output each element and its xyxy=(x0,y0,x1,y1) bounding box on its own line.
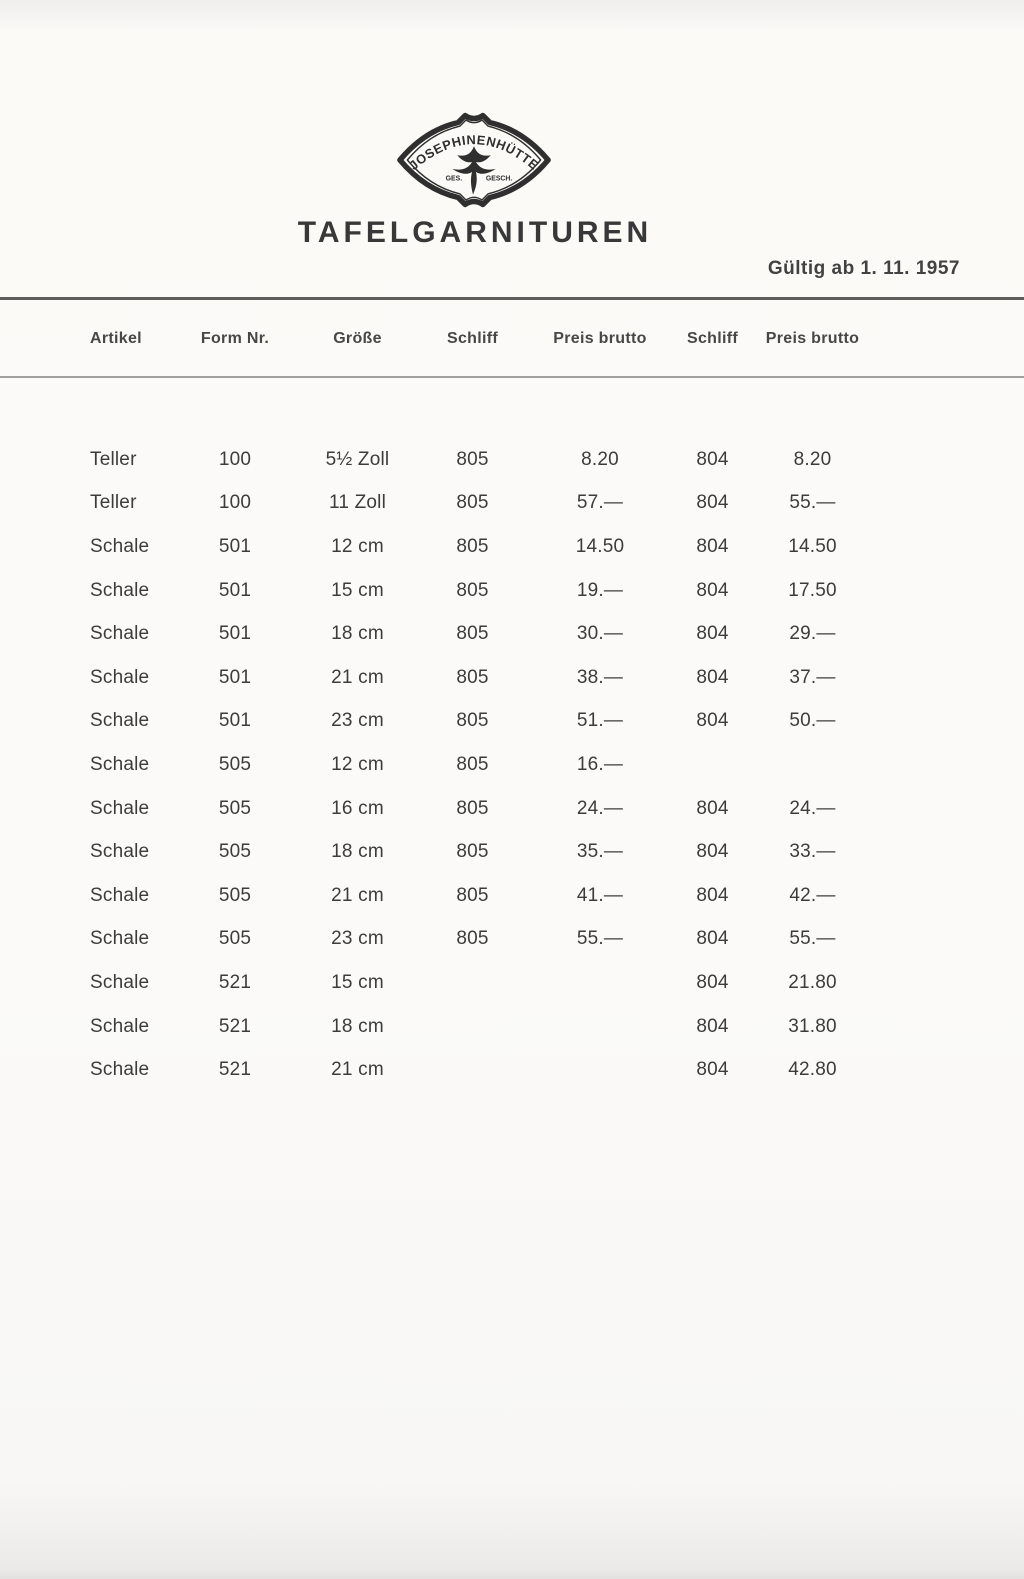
table-cell: 804 xyxy=(696,797,729,819)
table-cell: 15 cm xyxy=(331,971,384,993)
table-cell: 805 xyxy=(456,448,489,470)
table-cell: 16 cm xyxy=(331,797,384,819)
table-cell: 29.— xyxy=(789,623,836,645)
table-cell: 805 xyxy=(456,753,489,775)
table-cell: 30.— xyxy=(576,623,624,645)
table-cell: 805 xyxy=(456,492,489,514)
table-cell: 805 xyxy=(456,710,489,732)
table-cell: 31.80 xyxy=(788,1015,837,1037)
table-cell: 21.80 xyxy=(788,971,837,993)
table-cell: 55.— xyxy=(576,928,624,950)
table-cell: 41.— xyxy=(576,884,624,906)
table-cell: Schale xyxy=(90,535,150,557)
table-cell: 805 xyxy=(456,884,489,906)
table-cell: Schale xyxy=(90,884,150,906)
table-cell: 21 cm xyxy=(331,1059,384,1081)
table-cell: 804 xyxy=(696,1059,729,1081)
table-body xyxy=(90,438,890,1092)
table-cell: 805 xyxy=(456,797,489,819)
table-cell: 14.50 xyxy=(788,535,837,557)
column-header: Preis brutto xyxy=(553,330,647,347)
table-cell: 38.— xyxy=(576,666,624,688)
table-cell: 100 xyxy=(218,448,252,470)
column-header: Schliff xyxy=(447,330,498,347)
table-header-row xyxy=(90,326,890,352)
table-cell: 23 cm xyxy=(331,710,384,732)
table-cell: 21 cm xyxy=(331,884,384,906)
table-cell: 19.— xyxy=(576,579,624,601)
table-row xyxy=(90,656,890,700)
table-cell: 805 xyxy=(456,535,489,557)
table-cell: 8.20 xyxy=(793,448,832,470)
table-cell: 11 Zoll xyxy=(328,492,387,514)
table-cell: 804 xyxy=(696,492,729,514)
table-cell: 804 xyxy=(696,1015,729,1037)
table-cell: 14.50 xyxy=(575,535,625,557)
table-cell: Schale xyxy=(90,579,150,601)
table-cell: Schale xyxy=(90,797,150,819)
table-cell: 804 xyxy=(696,928,729,950)
table-cell: 18 cm xyxy=(331,1015,384,1037)
table-cell: 505 xyxy=(218,884,252,906)
table-cell: 505 xyxy=(218,797,252,819)
column-header: Form Nr. xyxy=(200,330,270,347)
table-cell: 804 xyxy=(696,710,729,732)
table-cell: Schale xyxy=(90,841,150,863)
table-row xyxy=(90,787,890,831)
table-cell: 5½ Zoll xyxy=(325,448,390,470)
logo-brand-text: JOSEPHINENHÜTTE xyxy=(406,132,542,173)
table-row xyxy=(90,1005,890,1049)
table-cell: 805 xyxy=(456,928,489,950)
table-cell: 35.— xyxy=(576,841,624,863)
table-cell: Schale xyxy=(90,1059,150,1081)
table-cell: 42.— xyxy=(789,884,836,906)
table-row xyxy=(90,700,890,744)
logo-gesch-text: GESCH. xyxy=(485,175,513,183)
column-header: Schliff xyxy=(687,330,738,347)
table-cell: 505 xyxy=(218,841,252,863)
table-cell: 505 xyxy=(218,928,252,950)
table-cell: 57.— xyxy=(576,492,624,514)
table-cell: 24.— xyxy=(576,797,624,819)
table-cell: Schale xyxy=(90,623,150,645)
table-cell: 12 cm xyxy=(331,535,384,557)
table-cell: 55.— xyxy=(789,928,836,950)
table-cell: 804 xyxy=(696,884,729,906)
table-row xyxy=(90,482,890,526)
table-cell: Teller xyxy=(90,448,137,470)
flower-emblem-icon xyxy=(452,146,495,194)
table-cell: 804 xyxy=(696,535,729,557)
table-cell: Schale xyxy=(90,971,150,993)
table-cell: 505 xyxy=(218,753,252,775)
table-cell: 501 xyxy=(218,710,252,732)
table-cell: 521 xyxy=(218,1015,252,1037)
table-cell: 12 cm xyxy=(331,753,384,775)
table-cell: 501 xyxy=(218,579,252,601)
logo-ges-text: GES. xyxy=(445,175,463,183)
validity-date: Gültig ab 1. 11. 1957 xyxy=(767,258,960,279)
table-cell: Schale xyxy=(90,928,150,950)
table-row xyxy=(90,961,890,1005)
page-title: TAFELGARNITUREN xyxy=(297,216,653,249)
table-cell: 805 xyxy=(456,666,489,688)
table-row xyxy=(90,743,890,787)
table-cell: Schale xyxy=(90,710,150,732)
table-cell: 15 cm xyxy=(331,579,384,601)
table-cell: 21 cm xyxy=(331,666,384,688)
table-cell: 804 xyxy=(696,448,729,470)
column-header: Preis brutto xyxy=(765,330,860,347)
table-cell: 805 xyxy=(456,579,489,601)
table-cell: 521 xyxy=(218,971,252,993)
table-cell: 805 xyxy=(456,841,489,863)
table-row xyxy=(90,874,890,918)
table-cell: 521 xyxy=(218,1059,252,1081)
divider-top xyxy=(0,297,1024,300)
table-row xyxy=(90,569,890,613)
table-row xyxy=(90,830,890,874)
josephinenhuette-logo xyxy=(395,104,553,216)
table-cell: 804 xyxy=(696,579,729,601)
table-cell: 18 cm xyxy=(331,623,384,645)
table-cell: 42.80 xyxy=(788,1059,837,1081)
table-cell: 17.50 xyxy=(788,579,837,601)
table-cell: Schale xyxy=(90,753,150,775)
table-row xyxy=(90,918,890,962)
table-cell: 24.— xyxy=(789,797,836,819)
table-cell: Schale xyxy=(90,666,150,688)
table-cell: 804 xyxy=(696,623,729,645)
table-cell: Schale xyxy=(90,1015,150,1037)
table-cell: 23 cm xyxy=(331,928,384,950)
table-cell: 501 xyxy=(218,535,252,557)
table-cell: 16.— xyxy=(576,753,624,775)
table-cell: 805 xyxy=(456,623,489,645)
table-cell: 501 xyxy=(218,623,252,645)
table-cell: 804 xyxy=(696,841,729,863)
table-cell: 804 xyxy=(696,666,729,688)
table-cell: 804 xyxy=(696,971,729,993)
table-cell: 33.— xyxy=(789,841,836,863)
table-row xyxy=(90,612,890,656)
column-header: Artikel xyxy=(90,330,142,347)
table-row xyxy=(90,525,890,569)
table-row xyxy=(90,438,890,482)
table-cell: 51.— xyxy=(576,710,624,732)
table-cell: 18 cm xyxy=(331,841,384,863)
table-row xyxy=(90,1048,890,1092)
table-cell: Teller xyxy=(90,492,137,514)
column-header: Größe xyxy=(333,330,382,347)
table-cell: 37.— xyxy=(789,666,836,688)
divider-header xyxy=(0,376,1024,378)
table-header xyxy=(90,326,890,352)
table-cell: 100 xyxy=(218,492,252,514)
table-cell: 501 xyxy=(218,666,252,688)
table-cell: 8.20 xyxy=(581,448,619,470)
table-cell: 55.— xyxy=(789,492,836,514)
table-cell: 50.— xyxy=(789,710,836,732)
